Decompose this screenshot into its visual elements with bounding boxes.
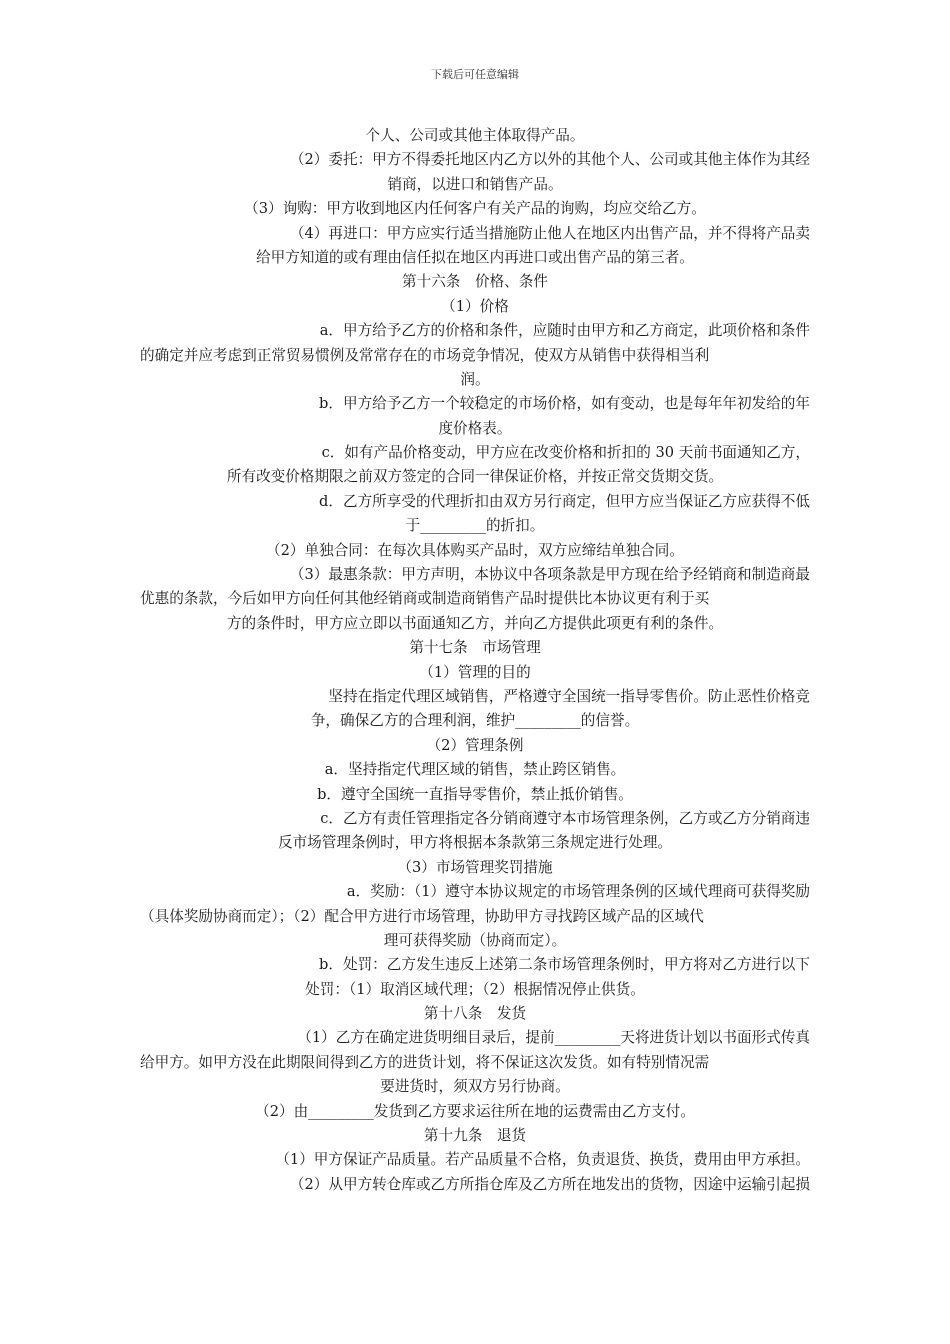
text-line: 处罚：（1）取消区域代理；（2）根据情况停止供货。: [305, 980, 645, 998]
text-line: 给甲方知道的或有理由信任拟在地区内再进口或出售产品的第三者。: [256, 248, 694, 266]
text-line: 给甲方。如甲方没在此期限间得到乙方的进货计划，将不保证这次发货。如有特别情况需: [140, 1053, 710, 1071]
text-line: b．遵守全国统一直指导零售价，禁止抵价销售。: [317, 785, 633, 803]
text-line: （3）最惠条款：甲方声明，本协议中各项条款是甲方现在给予经销商和制造商最: [289, 566, 810, 584]
text-line: （1）乙方在确定进货明细目录后，提前_________天将进货计划以书面形式传真: [297, 1029, 810, 1047]
article-heading: 第十七条 市场管理: [409, 639, 541, 657]
text-line: a．坚持指定代理区域的销售，禁止跨区销售。: [324, 761, 626, 779]
text-line: （2）从甲方转仓库或乙方所指仓库及乙方所在地发出的货物，因途中运输引起损: [289, 1175, 810, 1193]
article-heading: 第十八条 发货: [423, 1005, 527, 1023]
text-line: 润。: [460, 370, 490, 388]
text-line: 度价格表。: [438, 419, 512, 437]
text-line: 坚持在指定代理区域销售，严格遵守全国统一指导零售价。防止恶性价格竞: [328, 687, 810, 705]
text-line: （4）再进口：甲方应实行适当措施防止他人在地区内出售产品，并不得将产品卖: [289, 224, 810, 242]
section-heading: （3）市场管理奖罚措施: [397, 858, 553, 876]
text-line: 要进货时，须双方另行协商。: [380, 1078, 570, 1096]
text-line: （具体奖励协商而定）；（2）配合甲方进行市场管理，协助甲方寻找跨区域产品的区域代: [140, 907, 704, 925]
text-line: d．乙方所享受的代理折扣由双方另行商定，但甲方应当保证乙方应获得不低: [319, 492, 810, 510]
text-line: （2）单独合同：在每次具体购买产品时，双方应缔结单独合同。: [266, 541, 684, 559]
text-line: 所有改变价格期限之前双方签定的合同一律保证价格，并按正常交货期交货。: [226, 468, 724, 486]
text-line: b．处罚：乙方发生违反上述第二条市场管理条例时，甲方将对乙方进行以下: [319, 956, 810, 974]
text-line: 销商，以进口和销售产品。: [387, 175, 563, 193]
text-line: c．如有产品价格变动，甲方应在改变价格和折扣的 30 天前书面通知乙方，: [321, 444, 810, 462]
text-line: 反市场管理条例时，甲方将根据本条款第三条规定进行处理。: [277, 834, 673, 852]
article-heading: 第十九条 退货: [423, 1127, 527, 1145]
text-line: （2）委托：甲方不得委托地区内乙方以外的其他个人、公司或其他主体作为其经: [289, 151, 810, 169]
document-body: [140, 124, 810, 1197]
text-line: a．甲方给予乙方的价格和条件，应随时由甲方和乙方商定，此项价格和条件: [319, 322, 810, 340]
text-line: c．乙方有责任管理指定各分销商遵守本市场管理条例，乙方或乙方分销商违: [320, 809, 810, 827]
text-line: 优惠的条款，今后如甲方向任何其他经销商或制造商销售产品时提供比本协议更有利于买: [140, 590, 710, 608]
text-line: （3）询购：甲方收到地区内任何客户有关产品的询购，均应交给乙方。: [244, 200, 706, 218]
text-line: 个人、公司或其他主体取得产品。: [365, 127, 585, 144]
article-heading: 第十六条 价格、条件: [402, 273, 548, 291]
text-line: a．奖励：（1）遵守本协议规定的市场管理条例的区域代理商可获得奖励: [346, 883, 810, 901]
section-heading: （1）管理的目的: [419, 663, 531, 681]
text-line: （2）由_________发货到乙方要求运往所在地的运费需由乙方支付。: [255, 1102, 695, 1120]
text-line: 争，确保乙方的合理利润，维护_________的信誉。: [310, 712, 640, 730]
section-heading: （2）管理条例: [426, 736, 524, 754]
text-line: （1）甲方保证产品质量。若产品质量不合格，负责退货、换货，费用由甲方承担。: [275, 1151, 810, 1169]
text-line: 于_________的折扣。: [405, 517, 545, 535]
text-line: b．甲方给予乙方一个较稳定的市场价格，如有变动，也是每年年初发给的年: [319, 395, 810, 413]
section-heading: （1）价格: [441, 297, 509, 315]
text-line: 理可获得奖励（协商而定）。: [383, 931, 567, 949]
text-line: 的确定并应考虑到正常贸易惯例及常常存在的市场竞争情况，使双方从销售中获得相当利: [140, 346, 710, 364]
text-line: 方的条件时，甲方应立即以书面通知乙方，并向乙方提供此项更有利的条件。: [226, 614, 724, 632]
page-header: 下载后可任意编辑: [431, 68, 519, 81]
